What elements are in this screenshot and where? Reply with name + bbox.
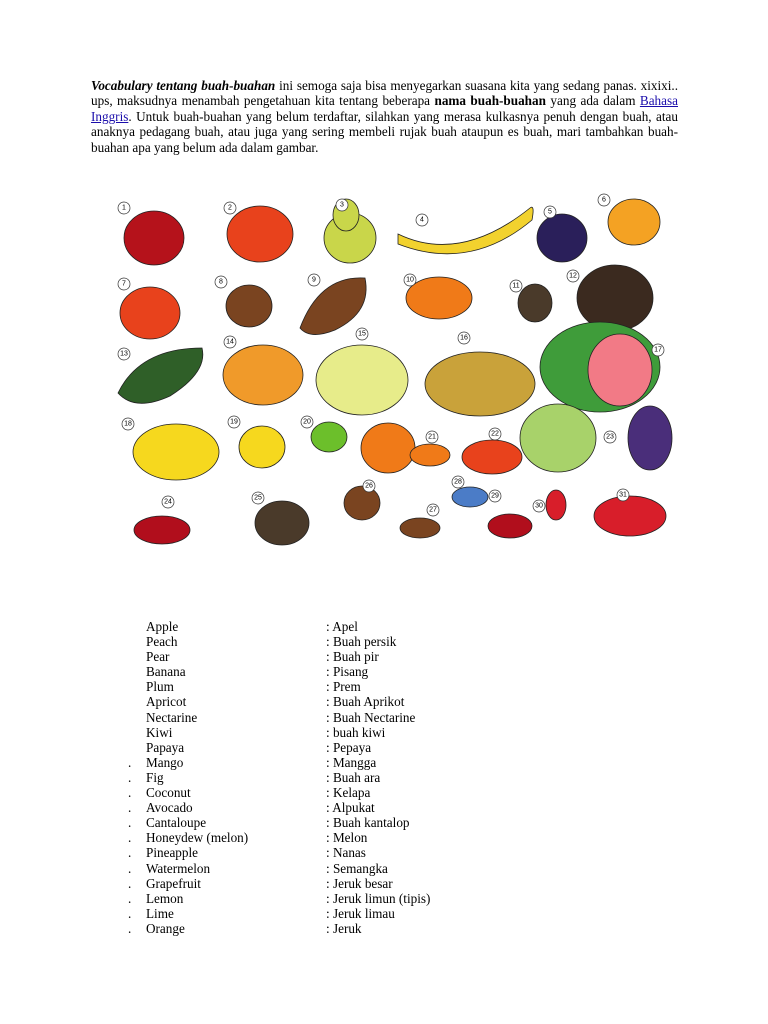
vocab-bullet: . xyxy=(128,905,132,921)
vocab-english: Kiwi xyxy=(146,724,173,740)
vocab-english: Pineapple xyxy=(146,845,199,861)
vocab-row xyxy=(128,921,488,936)
number-label: 14 xyxy=(226,338,234,346)
vocab-row xyxy=(128,830,488,845)
lemon-fruit xyxy=(239,426,285,468)
purple-grapes xyxy=(628,406,672,470)
vocab-bullet: . xyxy=(128,800,132,816)
lime-fruit xyxy=(311,422,347,452)
vocab-row xyxy=(128,755,488,770)
vocab-bullet: . xyxy=(128,920,132,936)
cherries-fruit xyxy=(134,516,190,544)
vocab-indonesian: : Jeruk xyxy=(326,920,362,936)
vocab-indonesian: : Melon xyxy=(326,830,368,846)
vocab-bullet: . xyxy=(128,785,132,801)
vocab-indonesian: : Prem xyxy=(326,679,361,695)
vocab-row xyxy=(128,815,488,830)
vocab-indonesian: : buah kiwi xyxy=(326,724,386,740)
number-label: 25 xyxy=(254,494,262,502)
vocab-row xyxy=(128,770,488,785)
nectarine-fruit xyxy=(120,287,180,339)
vocab-row xyxy=(128,710,488,725)
vocab-row xyxy=(128,664,488,679)
vocab-english: Lime xyxy=(146,905,174,921)
vocab-english: Plum xyxy=(146,679,174,695)
vocab-indonesian: : Jeruk limau xyxy=(326,905,395,921)
cranberries-fruit xyxy=(488,514,532,538)
intro-paragraph xyxy=(91,78,678,155)
apricot-fruit xyxy=(608,199,660,245)
vocab-english: Watermelon xyxy=(146,860,211,876)
vocab-indonesian: : Kelapa xyxy=(326,785,371,801)
tangerine-fruit xyxy=(462,440,522,474)
vocab-row xyxy=(128,634,488,649)
honeydew-fruit xyxy=(316,345,408,415)
vocab-english: Mango xyxy=(146,754,184,770)
number-label: 11 xyxy=(512,282,520,290)
number-label: 30 xyxy=(535,502,543,510)
vocab-indonesian: : Buah persik xyxy=(326,634,397,650)
vocab-english: Apricot xyxy=(146,694,187,710)
vocab-english: Cantaloupe xyxy=(146,815,207,831)
number-label: 7 xyxy=(122,280,126,288)
number-label: 29 xyxy=(491,492,499,500)
vocab-bullet: . xyxy=(128,754,132,770)
vocab-indonesian: : Jeruk besar xyxy=(326,875,393,891)
vocab-english: Orange xyxy=(146,920,185,936)
vocab-row xyxy=(128,740,488,755)
grapefruit-fruit xyxy=(133,424,219,480)
vocab-english: Nectarine xyxy=(146,709,198,725)
vocab-english: Lemon xyxy=(146,890,184,906)
vocab-english: Apple xyxy=(146,619,179,634)
vocab-row xyxy=(128,679,488,694)
number-label: 28 xyxy=(454,478,462,486)
vocab-english: Coconut xyxy=(146,785,191,801)
intro-text-3: . Untuk buah-buahan yang belum terdaftar, silahkan yang merasa kulkasnya penuh dengan buah, atau anaknya pedagang buah, atau juga yang sering membeli rujak buah ataupun es buah, mari tambahkan buah-buahan apa yang belum ada dalam gambar. xyxy=(91,108,678,155)
vocab-bullet: . xyxy=(128,890,132,906)
vocab-indonesian: : Mangga xyxy=(326,754,377,770)
vocab-english: Peach xyxy=(146,634,178,650)
vocabulary-list xyxy=(128,619,488,936)
vocab-english: Fig xyxy=(146,769,164,785)
nuts-fruit xyxy=(400,518,440,538)
fruit-illustration xyxy=(110,190,690,555)
vocab-bullet: . xyxy=(128,860,132,876)
vocab-indonesian: : Jeruk limun (tipis) xyxy=(326,890,431,906)
vocab-indonesian: : Semangka xyxy=(326,860,388,876)
intro-text-1: ini semoga saja bisa menyegarkan suasana kita yang sedang panas. xixixi.. ups, maksudnya menambah pengetahuan kita tentang beberapa xyxy=(91,78,678,109)
orange-slice xyxy=(410,444,450,466)
dates-fruit xyxy=(255,501,309,545)
number-label: 10 xyxy=(406,276,414,284)
number-label: 9 xyxy=(312,276,316,284)
blueberries-fruit xyxy=(452,487,488,507)
vocab-indonesian: : Pepaya xyxy=(326,739,372,755)
peach-fruit xyxy=(227,206,293,262)
number-label: 15 xyxy=(358,330,366,338)
number-label: 16 xyxy=(460,334,468,342)
vocab-row xyxy=(128,861,488,876)
vocab-row xyxy=(128,649,488,664)
raspberries-fruit xyxy=(546,490,566,520)
number-label: 19 xyxy=(230,418,238,426)
number-label: 17 xyxy=(654,346,662,354)
number-label: 6 xyxy=(602,196,606,204)
vocab-indonesian: : Buah pir xyxy=(326,649,379,665)
strawberries-fruit xyxy=(594,496,666,536)
vocab-indonesian: : Buah Nectarine xyxy=(326,709,416,725)
fig-fruit xyxy=(518,284,552,322)
vocab-indonesian: : Buah Aprikot xyxy=(326,694,405,710)
number-label: 24 xyxy=(164,498,172,506)
number-label: 8 xyxy=(219,278,223,286)
number-label: 4 xyxy=(420,216,424,224)
number-label: 26 xyxy=(365,482,373,490)
number-label: 31 xyxy=(619,491,627,499)
vocab-row xyxy=(128,876,488,891)
number-label: 13 xyxy=(120,350,128,358)
number-label: 5 xyxy=(548,208,552,216)
vocab-indonesian: : Apel xyxy=(326,619,358,634)
green-grapes xyxy=(520,404,596,472)
vocab-indonesian: : Buah ara xyxy=(326,769,381,785)
vocab-row xyxy=(128,800,488,815)
vocab-indonesian: : Alpukat xyxy=(326,800,375,816)
vocab-bullet: . xyxy=(128,815,132,831)
vocab-row xyxy=(128,891,488,906)
vocab-bullet: . xyxy=(128,845,132,861)
vocab-bullet: . xyxy=(128,830,132,846)
number-label: 2 xyxy=(228,204,232,212)
vocab-english: Pear xyxy=(146,649,170,665)
vocab-row xyxy=(128,619,488,634)
number-label: 18 xyxy=(124,420,132,428)
vocab-indonesian: : Buah kantalop xyxy=(326,815,410,831)
number-label: 21 xyxy=(428,433,436,441)
mango-fruit xyxy=(406,277,472,319)
vocab-bullet: . xyxy=(128,875,132,891)
vocab-bullet: . xyxy=(128,769,132,785)
vocab-indonesian: : Nanas xyxy=(326,845,366,861)
number-label: 1 xyxy=(122,204,126,212)
plum-fruit xyxy=(537,214,587,262)
vocab-row xyxy=(128,906,488,921)
intro-text-2: yang ada dalam xyxy=(545,93,640,109)
papaya-fruit xyxy=(300,278,366,335)
kumquat-fruit xyxy=(344,486,380,520)
vocab-row xyxy=(128,694,488,709)
vocab-english: Papaya xyxy=(146,739,185,755)
date-fruit xyxy=(226,285,272,327)
bahasa-inggris-link[interactable]: Bahasa Inggris xyxy=(91,93,678,124)
vocab-english: Banana xyxy=(146,664,186,680)
number-label: 20 xyxy=(303,418,311,426)
vocab-row xyxy=(128,725,488,740)
intro-lead: Vocabulary tentang buah-buahan xyxy=(91,78,276,93)
number-label: 3 xyxy=(340,201,344,209)
orange-fruit xyxy=(361,423,415,473)
banana-fruit xyxy=(398,207,533,254)
coconut-fruit xyxy=(577,265,653,331)
watermelon-flesh xyxy=(588,334,652,406)
vocab-row xyxy=(128,845,488,860)
number-label: 22 xyxy=(491,430,499,438)
vocab-indonesian: : Pisang xyxy=(326,664,369,680)
number-label: 27 xyxy=(429,506,437,514)
apple-fruit xyxy=(124,211,184,265)
vocab-row xyxy=(128,785,488,800)
pineapple-fruit xyxy=(425,352,535,416)
avocado-fruit xyxy=(118,348,203,403)
intro-bold-phrase: nama buah-buahan xyxy=(434,93,546,109)
cantaloupe-fruit xyxy=(223,345,303,405)
vocab-english: Avocado xyxy=(146,800,193,816)
number-label: 12 xyxy=(569,272,577,280)
vocab-english: Honeydew (melon) xyxy=(146,830,249,846)
number-label: 23 xyxy=(606,433,614,441)
vocab-english: Grapefruit xyxy=(146,875,201,891)
